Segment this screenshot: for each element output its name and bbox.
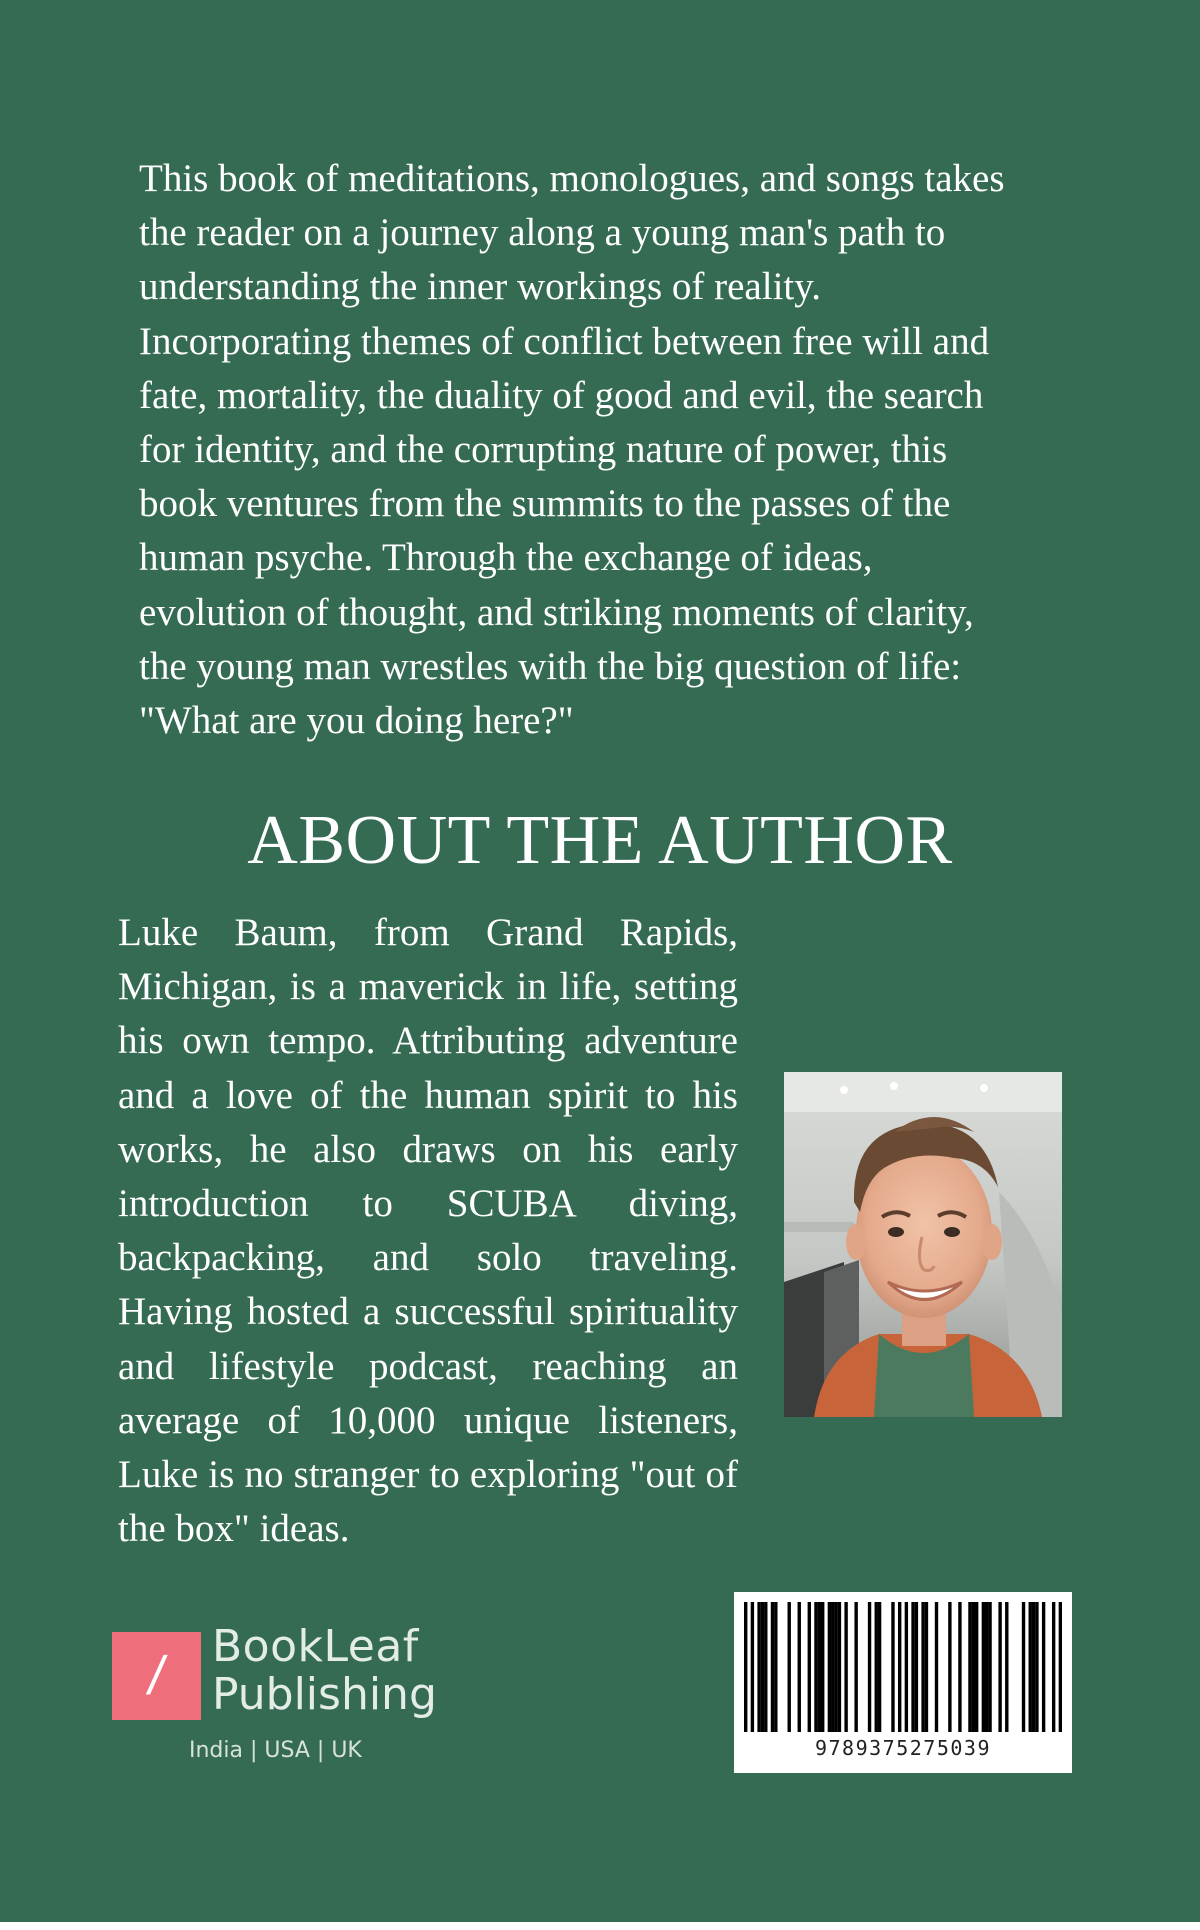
isbn-number: 9789375275039: [814, 1736, 992, 1760]
barcode-bar: [838, 1602, 841, 1732]
barcode-bar: [975, 1602, 978, 1732]
publisher-regions: India | USA | UK: [189, 1738, 362, 1763]
barcode-bar: [808, 1602, 811, 1732]
barcode-bar: [757, 1602, 760, 1732]
barcode-bar: [1035, 1602, 1038, 1732]
barcode-bar: [1005, 1602, 1008, 1732]
barcode-bar: [831, 1602, 834, 1732]
barcode-bar: [764, 1602, 767, 1732]
about-author-heading: ABOUT THE AUTHOR: [247, 802, 953, 879]
page-edge: [0, 1922, 1200, 1930]
barcode-bar: [915, 1602, 918, 1732]
publisher-logo: [112, 1621, 472, 1770]
author-photo: [784, 1072, 1062, 1417]
barcode-bar: [898, 1602, 901, 1732]
barcode-bar: [891, 1602, 894, 1732]
barcode-bar: [948, 1602, 951, 1732]
publisher-slash-icon: /: [143, 1646, 170, 1706]
barcode-bar: [1032, 1602, 1035, 1732]
barcode-bar: [771, 1602, 774, 1732]
barcode-bar: [788, 1602, 791, 1732]
barcode-bar: [761, 1602, 764, 1732]
barcode-bar: [925, 1602, 928, 1732]
book-blurb: This book of meditations, monologues, and songs takes the reader on a journey along a young man's path to understanding the inner workings of reality. Incorporating themes of conflict between free will and fate, mortality, the duality of good and evil, the search for identity, and the corrupting nature of power, this book ventures from the summits to the passes of the human psyche. Through the exchange of ideas, evolution of thought, and striking moments of clarity, the young man wrestles with the big question of life: "What are you doing here?": [139, 157, 1005, 743]
barcode-bar: [828, 1602, 831, 1732]
barcode-bar: [774, 1602, 777, 1732]
barcode-bar: [911, 1602, 914, 1732]
barcode-bar: [818, 1602, 821, 1732]
barcode-bar: [958, 1602, 961, 1732]
barcode-bar: [814, 1602, 817, 1732]
barcode-bar: [744, 1602, 747, 1732]
barcode-bar: [751, 1602, 754, 1732]
barcode-bar: [834, 1602, 837, 1732]
publisher-badge: [112, 1632, 201, 1720]
barcode-bar: [921, 1602, 924, 1732]
barcode-bar: [878, 1602, 881, 1732]
barcode-bar: [935, 1602, 938, 1732]
barcode-bar: [982, 1602, 985, 1732]
barcode-bar: [1059, 1602, 1062, 1732]
barcode-bar: [844, 1602, 847, 1732]
barcode-bar: [988, 1602, 991, 1732]
publisher-name-line2: Publishing: [212, 1669, 437, 1720]
barcode-bar: [798, 1602, 801, 1732]
barcode-bars: [744, 1602, 1062, 1732]
barcode-bar: [868, 1602, 871, 1732]
barcode-bar: [821, 1602, 824, 1732]
author-bio: Luke Baum, from Grand Rapids, Michigan, is a maverick in life, setting his own tempo. Attributing adventure and a love of the human spirit to his works, he also draws on his early introduction to SCUBA diving, backpacking, and solo traveling. Having hosted a successful spirituality and lifestyle podcast, reaching an average of 10,000 unique listeners, Luke is no stranger to exploring "out of the box" ideas.: [118, 911, 738, 1551]
barcode-bar: [985, 1602, 988, 1732]
barcode-bar: [998, 1602, 1001, 1732]
isbn-barcode: [734, 1592, 1072, 1773]
barcode-bar: [1022, 1602, 1025, 1732]
barcode-bar: [905, 1602, 908, 1732]
barcode-bar: [854, 1602, 857, 1732]
barcode-bar: [972, 1602, 975, 1732]
barcode-bar: [1052, 1602, 1055, 1732]
barcode-bar: [875, 1602, 878, 1732]
barcode-bar: [968, 1602, 971, 1732]
barcode-bar: [1029, 1602, 1032, 1732]
publisher-name-line1: BookLeaf: [212, 1621, 419, 1672]
barcode-bar: [1042, 1602, 1045, 1732]
author-portrait-image: [784, 1072, 1062, 1417]
